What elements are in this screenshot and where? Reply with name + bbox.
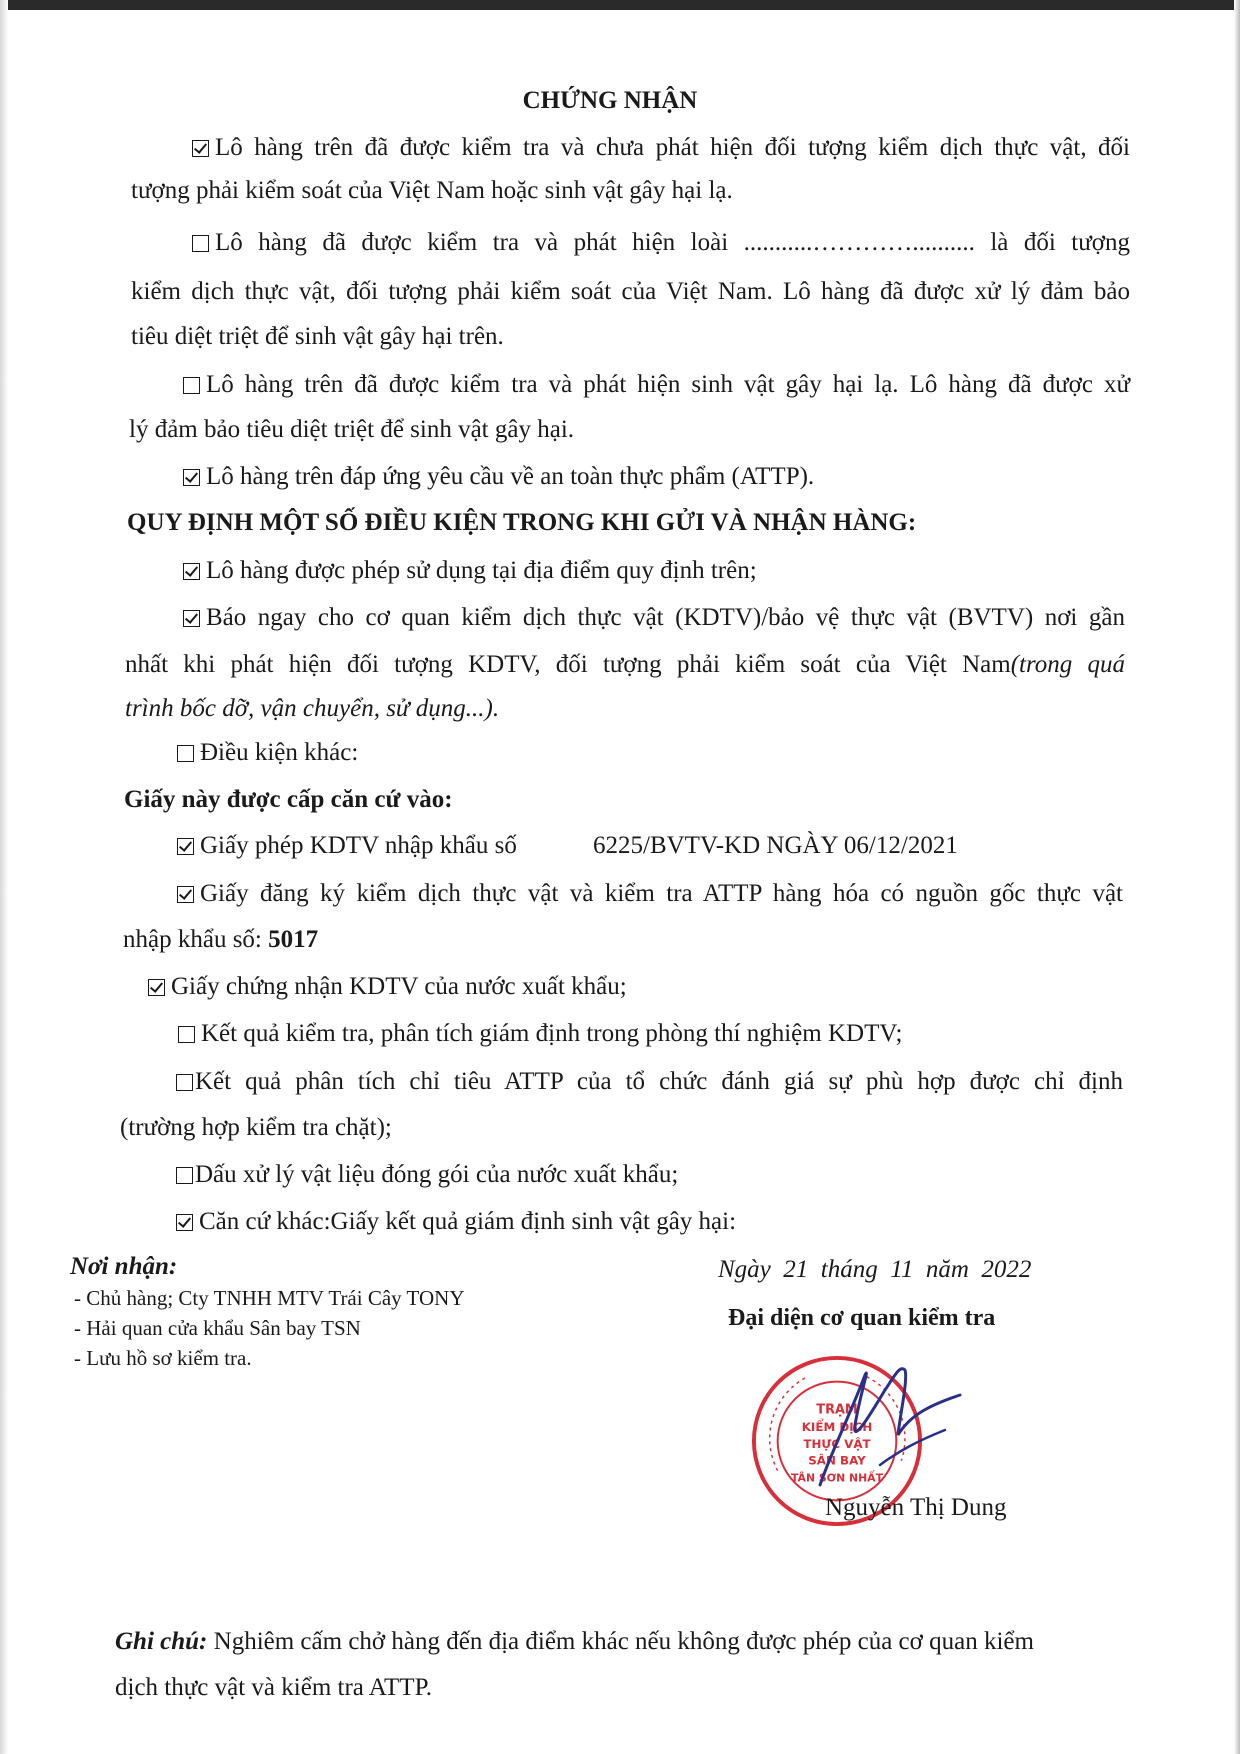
cert-item-2-line-2: kiểm dịch thực vật, đối tượng phải kiểm soát của Việt Nam. Lô hàng đã được xử lý đảm bảo xyxy=(131,278,1130,305)
cert-item-1-line-1: Lô hàng trên đã được kiểm tra và chưa phát hiện đối tượng kiểm dịch thực vật, đối xyxy=(192,133,1130,163)
authority-title: Đại diện cơ quan kiểm tra xyxy=(728,1305,996,1331)
checkbox-checked-icon xyxy=(192,140,209,157)
signer-name: Nguyễn Thị Dung xyxy=(825,1494,1007,1521)
basis-5-line-2: (trường hợp kiểm tra chặt); xyxy=(120,1114,392,1141)
checkbox-empty-icon xyxy=(176,1167,193,1184)
basis-7: Căn cứ khác:Giấy kết quả giám định sinh vật gây hại: xyxy=(176,1207,736,1237)
checkbox-empty-icon xyxy=(177,745,194,762)
basis-2-line-2: nhập khẩu số: 5017 xyxy=(123,926,319,953)
condition-3: Điều kiện khác: xyxy=(177,738,358,768)
basis-heading: Giấy này được cấp căn cứ vào: xyxy=(124,786,453,813)
svg-text:KIỂM DỊCH: KIỂM DỊCH xyxy=(801,1420,873,1435)
basis-1: Giấy phép KDTV nhập khẩu số xyxy=(177,831,517,861)
checkbox-checked-icon xyxy=(176,1214,193,1231)
scan-top-edge xyxy=(0,0,1240,10)
checkbox-empty-icon xyxy=(178,1026,195,1043)
note-line-2: dịch thực vật và kiểm tra ATTP. xyxy=(115,1674,432,1701)
conditions-heading: QUY ĐỊNH MỘT SỐ ĐIỀU KIỆN TRONG KHI GỬI VÀ NHẬN HÀNG: xyxy=(127,509,917,536)
signature-icon xyxy=(760,1335,1030,1515)
basis-6: Dấu xử lý vật liệu đóng gói của nước xuất khẩu; xyxy=(176,1160,678,1190)
basis-1-value: 6225/BVTV-KD NGÀY 06/12/2021 xyxy=(593,832,958,859)
cert-item-3-line-2: lý đảm bảo tiêu diệt triệt để sinh vật gây hại. xyxy=(129,416,575,443)
checkbox-empty-icon xyxy=(183,377,200,394)
condition-2-line-1: Báo ngay cho cơ quan kiểm dịch thực vật (KDTV)/bảo vệ thực vật (BVTV) nơi gần xyxy=(183,603,1125,633)
recipient-2: - Hải quan cửa khẩu Sân bay TSN xyxy=(74,1316,361,1340)
note-line-1: Ghi chú: Nghiêm cấm chở hàng đến địa điểm khác nếu không được phép của cơ quan kiểm xyxy=(115,1628,1034,1655)
checkbox-checked-icon xyxy=(183,563,200,580)
condition-2-line-3: trình bốc dỡ, vận chuyển, sử dụng...). xyxy=(125,695,500,722)
checkbox-checked-icon xyxy=(183,610,200,627)
basis-4: Kết quả kiểm tra, phân tích giám định trong phòng thí nghiệm KDTV; xyxy=(178,1019,903,1049)
recipient-1: - Chủ hàng; Cty TNHH MTV Trái Cây TONY xyxy=(74,1286,465,1310)
page-title: CHỨNG NHẬN xyxy=(522,87,698,114)
svg-text:TRẠM: TRẠM xyxy=(816,1402,858,1418)
cert-item-3-line-1: Lô hàng trên đã được kiểm tra và phát hiện sinh vật gây hại lạ. Lô hàng đã được xử xyxy=(183,370,1130,400)
svg-text:TÂN SƠN NHẤT: TÂN SƠN NHẤT xyxy=(790,1471,884,1485)
checkbox-empty-icon xyxy=(176,1074,193,1091)
svg-text:THỰC VẬT: THỰC VẬT xyxy=(803,1436,871,1451)
condition-2-line-2: nhất khi phát hiện đối tượng KDTV, đối tượng phải kiểm soát của Việt Nam(trong quá xyxy=(125,651,1125,678)
scan-right-edge xyxy=(1234,0,1240,1754)
checkbox-checked-icon xyxy=(148,979,165,996)
recipient-3: - Lưu hồ sơ kiểm tra. xyxy=(74,1346,252,1370)
basis-5-line-1: Kết quả phân tích chỉ tiêu ATTP của tổ chức đánh giá sự phù hợp được chỉ định xyxy=(176,1067,1123,1097)
checkbox-checked-icon xyxy=(183,469,200,486)
basis-2-line-1: Giấy đăng ký kiểm dịch thực vật và kiểm tra ATTP hàng hóa có nguồn gốc thực vật xyxy=(177,879,1123,909)
cert-item-4: Lô hàng trên đáp ứng yêu cầu về an toàn thực phẩm (ATTP). xyxy=(183,462,814,492)
svg-text:SÂN BAY: SÂN BAY xyxy=(808,1453,866,1468)
scan-left-edge xyxy=(0,0,8,1754)
cert-item-2-line-3: tiêu diệt triệt để sinh vật gây hại trên. xyxy=(131,323,504,350)
cert-item-1-line-2: tượng phải kiểm soát của Việt Nam hoặc sinh vật gây hại lạ. xyxy=(131,177,733,204)
recipients-heading: Nơi nhận: xyxy=(70,1253,178,1280)
checkbox-empty-icon xyxy=(192,235,209,252)
basis-3: Giấy chứng nhận KDTV của nước xuất khẩu; xyxy=(148,972,627,1002)
cert-item-2-line-1: Lô hàng đã được kiểm tra và phát hiện loài ...........………….......... là đối tượng xyxy=(192,228,1130,258)
condition-1: Lô hàng được phép sử dụng tại địa điểm quy định trên; xyxy=(183,556,757,586)
issue-date: Ngày 21 tháng 11 năm 2022 xyxy=(718,1256,1032,1283)
checkbox-checked-icon xyxy=(177,838,194,855)
checkbox-checked-icon xyxy=(177,886,194,903)
